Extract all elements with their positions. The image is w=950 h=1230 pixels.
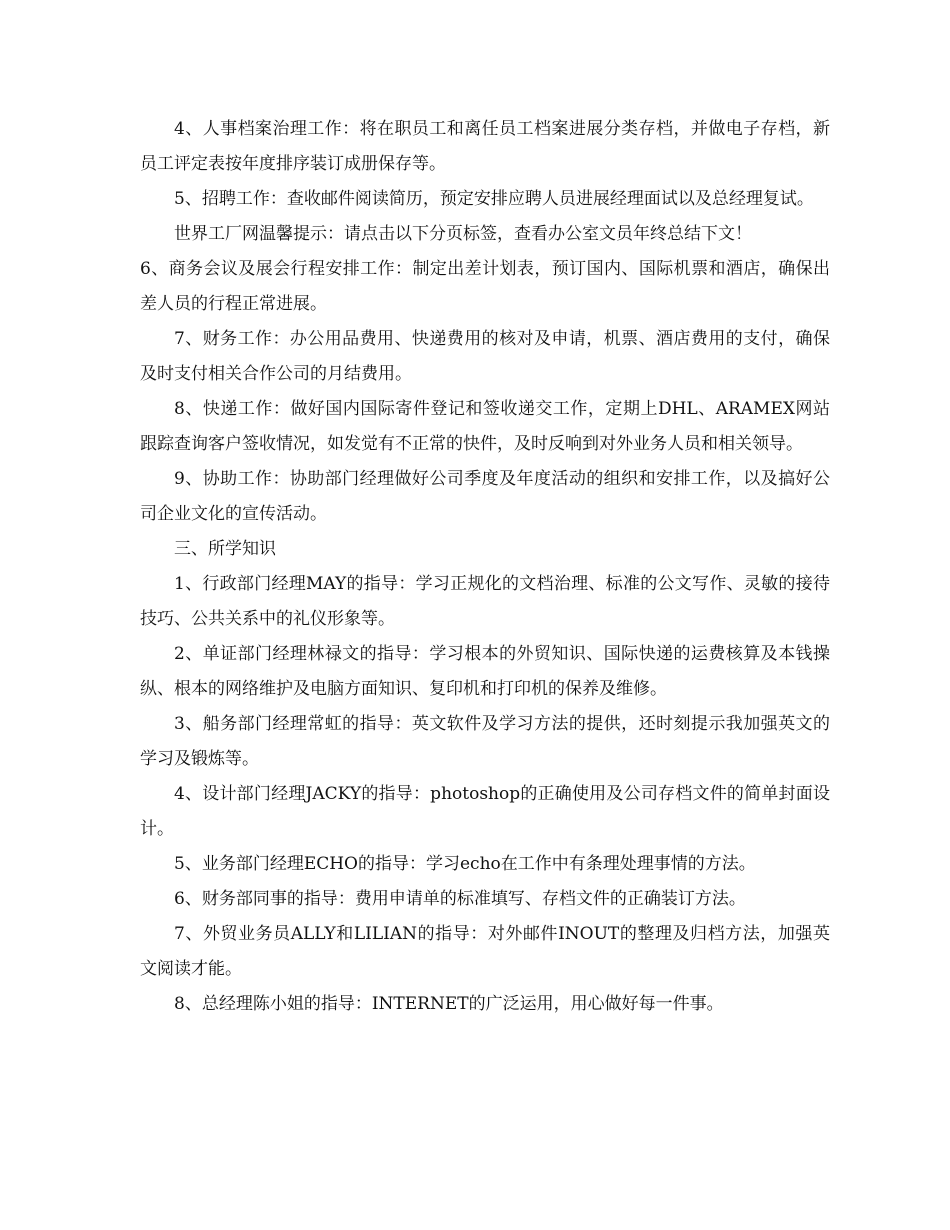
paragraph-courier: 8、快递工作：做好国内国际寄件登记和签收递交工作，定期上DHL、ARAMEX网站跟踪查询客户签收情况，如发觉有不正常的快件，及时反响到对外业务人员和相关领导。 — [140, 399, 830, 454]
paragraph-assistance: 9、协助工作：协助部门经理做好公司季度及年度活动的组织和安排工作，以及搞好公司企业文化的宣传活动。 — [140, 469, 830, 524]
paragraph-finance-guidance: 6、财务部同事的指导：费用申请单的标准填写、存档文件的正确装订方法。 — [174, 889, 746, 909]
paragraph-shipping-guidance: 3、船务部门经理常虹的指导：英文软件及学习方法的提供，还时刻提示我加强英文的学习及锻炼等。 — [140, 714, 830, 769]
paragraph-recruitment: 5、招聘工作：查收邮件阅读简历，预定安排应聘人员进展经理面试以及总经理复试。 — [174, 189, 814, 209]
paragraph-design-guidance: 4、设计部门经理JACKY的指导：photoshop的正确使用及公司存档文件的简单封面设计。 — [140, 784, 830, 839]
paragraph-gm-guidance: 8、总经理陈小姐的指导：INTERNET的广泛运用，用心做好每一件事。 — [174, 994, 724, 1014]
paragraph-admin-guidance: 1、行政部门经理MAY的指导：学习正规化的文档治理、标准的公文写作、灵敏的接待技巧、公共关系中的礼仪形象等。 — [140, 574, 830, 629]
paragraph-site-tip: 世界工厂网温馨提示：请点击以下分页标签，查看办公室文员年终总结下文！ — [174, 224, 752, 244]
paragraph-archive-management: 4、人事档案治理工作：将在职员工和离任员工档案进展分类存档，并做电子存档，新员工评定表按年度排序装订成册保存等。 — [140, 119, 830, 174]
document-body — [140, 112, 830, 1022]
paragraph-documents-guidance: 2、单证部门经理林禄文的指导：学习根本的外贸知识、国际快递的运费核算及本钱操纵、根本的网络维护及电脑方面知识、复印机和打印机的保养及维修。 — [140, 644, 830, 699]
paragraph-trade-guidance: 7、外贸业务员ALLY和LILIAN的指导：对外邮件INOUT的整理及归档方法，加强英文阅读才能。 — [140, 924, 830, 979]
paragraph-sales-guidance: 5、业务部门经理ECHO的指导：学习echo在工作中有条理处理事情的方法。 — [174, 854, 756, 874]
section-heading-knowledge: 三、所学知识 — [174, 539, 276, 559]
paragraph-business-travel: 6、商务会议及展会行程安排工作：制定出差计划表，预订国内、国际机票和酒店，确保出差人员的行程正常进展。 — [140, 259, 830, 314]
paragraph-finance: 7、财务工作：办公用品费用、快递费用的核对及申请，机票、酒店费用的支付，确保及时支付相关合作公司的月结费用。 — [140, 329, 830, 384]
